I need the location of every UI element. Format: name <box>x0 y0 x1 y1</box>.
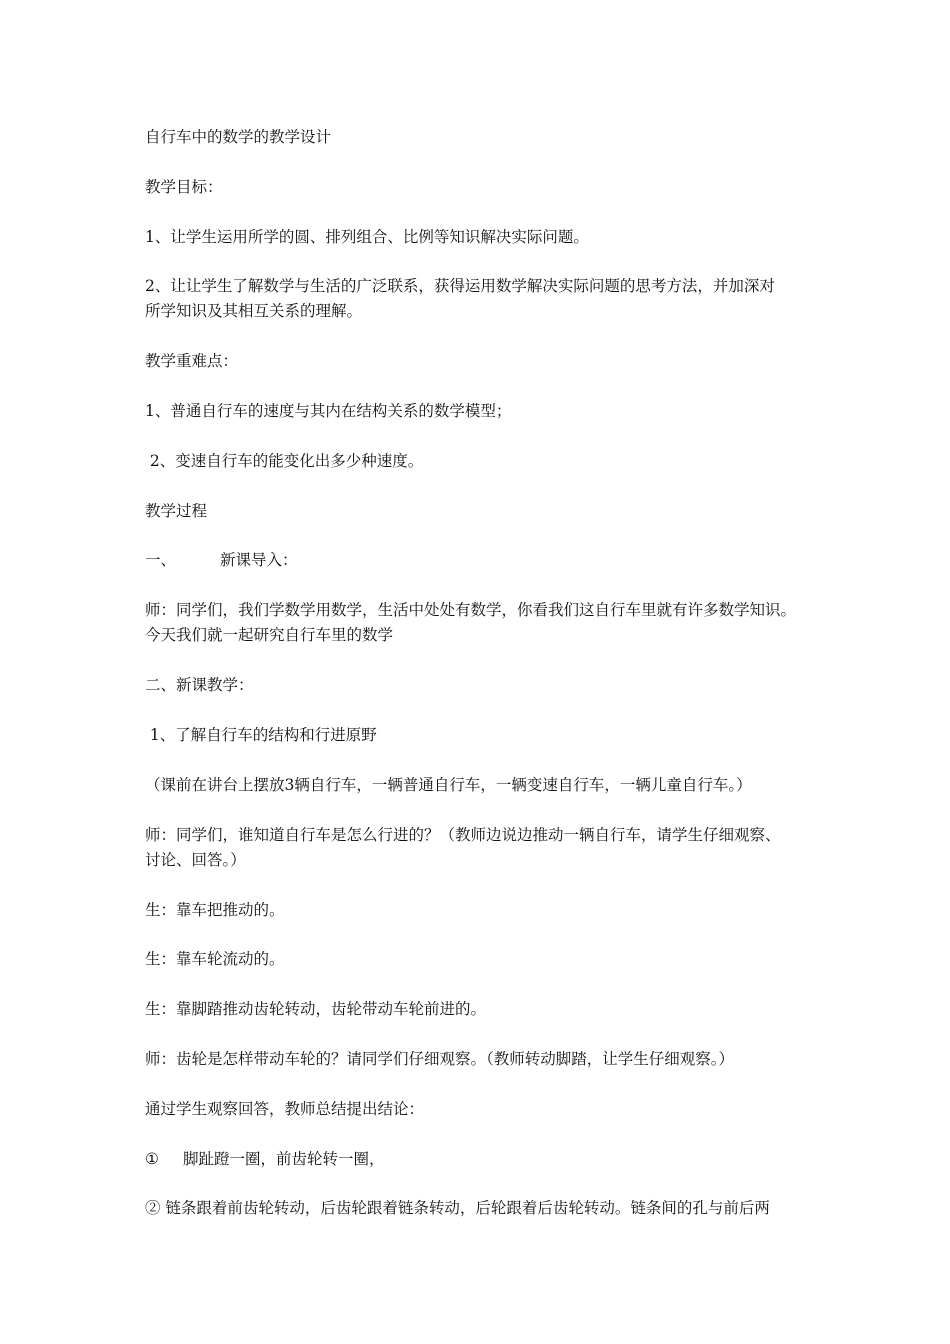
keypoint-2: 2、变速自行车的能变化出多少种速度。 <box>145 452 424 470</box>
answer-3: 生：靠脚踏推动齿轮转动，齿轮带动车轮前进的。 <box>145 1000 487 1018</box>
subsection-1: 1、了解自行车的结构和行进原野 <box>145 726 377 744</box>
process-heading: 教学过程 <box>145 502 208 520</box>
question-1-line-1: 师：同学们，谁知道自行车是怎么行进的？（教师边说边推动一辆自行车，请学生仔细观察、 <box>145 826 781 844</box>
question-1-line-2: 讨论、回答。） <box>145 851 246 869</box>
doc-title: 自行车中的数学的教学设计 <box>145 128 332 146</box>
goal-2-line-2: 所学知识及其相互关系的理解。 <box>145 302 363 320</box>
question-2: 师：齿轮是怎样带动车轮的？请同学们仔细观察。（教师转动脚踏，让学生仔细观察。） <box>145 1050 735 1068</box>
answer-2: 生：靠车轮流动的。 <box>145 950 285 968</box>
section-1-title: 新课导入： <box>220 551 298 569</box>
section-1-number: 一、 <box>145 551 177 569</box>
conclusion-1-number: ① <box>145 1150 159 1168</box>
goal-2-line-1: 2、让让学生了解数学与生活的广泛联系，获得运用数学解决实际问题的思考方法，并加深对 <box>145 277 775 295</box>
answer-1: 生：靠车把推动的。 <box>145 901 285 919</box>
keypoints-heading: 教学重难点： <box>145 352 239 370</box>
section-2-heading: 二、新课教学： <box>145 676 254 694</box>
keypoint-1: 1、普通自行车的速度与其内在结构关系的数学模型； <box>145 402 512 420</box>
section-1-heading <box>145 548 815 573</box>
intro-line-2: 今天我们就一起研究自行车里的数学 <box>145 626 394 644</box>
conclusion-2: ② 链条跟着前齿轮转动，后齿轮跟着链条转动，后轮跟着后齿轮转动。链条间的孔与前后两 <box>145 1199 770 1217</box>
conclusion-1-text: 脚趾蹬一圈，前齿轮转一圈， <box>183 1150 385 1168</box>
teaching-note: （课前在讲台上摆放3辆自行车，一辆普通自行车，一辆变速自行车，一辆儿童自行车。） <box>145 776 752 794</box>
goals-heading: 教学目标： <box>145 178 223 196</box>
intro-line-1: 师：同学们，我们学数学用数学，生活中处处有数学，你看我们这自行车里就有许多数学知识。 <box>145 601 797 619</box>
summary-text: 通过学生观察回答，教师总结提出结论： <box>145 1100 425 1118</box>
conclusion-1 <box>145 1147 815 1172</box>
goal-1: 1、让学生运用所学的圆、排列组合、比例等知识解决实际问题。 <box>145 228 589 246</box>
